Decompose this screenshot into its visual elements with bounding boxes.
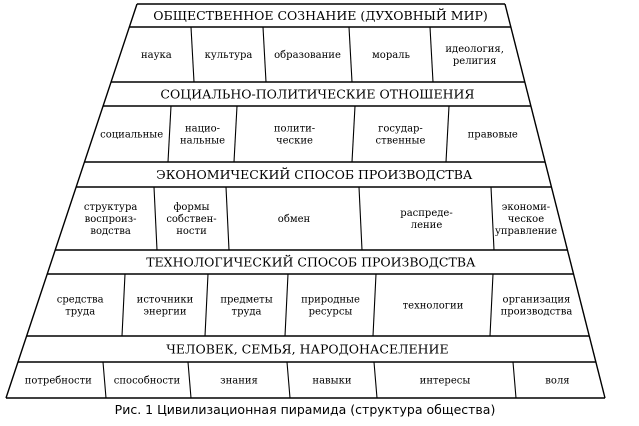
cell-label-line: правовые — [467, 129, 518, 141]
cell-divider-line — [285, 274, 288, 336]
cell-label — [166, 202, 216, 237]
cell-label-line: природные — [301, 294, 360, 306]
cell-label — [301, 295, 360, 318]
level-title: СОЦИАЛЬНО-ПОЛИТИЧЕСКИЕ ОТНОШЕНИЯ — [160, 86, 475, 102]
cell-label — [400, 208, 452, 231]
cell-label-line: ческие — [276, 135, 313, 147]
cell-label-line: водства — [90, 226, 131, 237]
cell-label — [274, 124, 315, 147]
cell-divider-line — [430, 27, 433, 82]
cell-label — [57, 295, 104, 318]
cell-label — [100, 130, 163, 141]
cell-divider-line — [349, 27, 352, 82]
cell-label-line: предметы — [220, 294, 273, 306]
cell-label — [376, 124, 426, 147]
cell-label — [278, 214, 311, 225]
cell-divider-line — [191, 27, 194, 82]
cell-label — [445, 44, 504, 67]
cell-label-line: государ- — [378, 123, 423, 135]
pyramid-level-3 — [76, 166, 557, 250]
cell-label — [501, 295, 573, 318]
cell-label — [220, 295, 272, 318]
pyramid-level-1 — [129, 7, 510, 82]
cell-label-line: нальные — [180, 135, 225, 147]
cell-divider-line — [234, 106, 237, 162]
cell-label — [274, 50, 341, 61]
cell-label-line: собствен- — [166, 214, 217, 225]
cell-label-line: социальные — [100, 129, 164, 141]
cell-label — [372, 50, 411, 61]
cell-label-line: образование — [274, 50, 341, 61]
cell-label-line: ности — [176, 226, 207, 237]
pyramid-level-2 — [100, 87, 531, 163]
cell-label-line: ресурсы — [308, 306, 353, 318]
cell-label-line: потребности — [24, 375, 92, 387]
cell-divider-line — [491, 187, 494, 250]
cell-divider-line — [287, 362, 290, 398]
cell-divider-line — [122, 274, 125, 336]
cell-label-line: нацио- — [184, 123, 221, 135]
pyramid-level-5 — [18, 342, 596, 399]
cell-label-line: формы — [173, 202, 210, 213]
cell-label-line: средства — [56, 294, 104, 306]
cell-label-line: способности — [113, 375, 181, 387]
cell-divider-line — [446, 106, 449, 162]
cell-label — [137, 295, 194, 318]
cell-divider-line — [188, 362, 191, 398]
cell-label — [180, 124, 225, 147]
cell-divider-line — [513, 362, 516, 398]
cell-label-line: труда — [231, 306, 262, 318]
cell-divider-line — [373, 274, 376, 336]
cell-label-line: распреде- — [400, 208, 453, 219]
cell-label — [220, 376, 258, 387]
cell-label-line: экономи- — [501, 202, 551, 213]
cell-label-line: полити- — [273, 123, 316, 135]
cell-label-line: знания — [220, 375, 258, 387]
pyramid-right-edge — [502, 4, 605, 398]
pyramid-level-4 — [47, 254, 573, 337]
cell-label — [468, 130, 518, 141]
cell-label-line: воля — [545, 375, 570, 387]
cell-label-line: энергии — [143, 306, 187, 318]
cell-label-line: культура — [204, 50, 253, 61]
cell-label-line: управление — [494, 226, 558, 237]
cell-label-line: религия — [452, 56, 497, 67]
cell-divider-line — [154, 187, 157, 250]
level-title: ЭКОНОМИЧЕСКИЙ СПОСОБ ПРОИЗВОДСТВА — [156, 167, 473, 182]
cell-label — [114, 376, 181, 387]
pyramid-levels — [18, 7, 596, 398]
cell-label-line: интересы — [419, 375, 471, 387]
level-title: ОБЩЕСТВЕННОЕ СОЗНАНИЕ (ДУХОВНЫЙ МИР) — [153, 8, 488, 23]
cell-label-line: ческое — [507, 214, 545, 225]
cell-label — [420, 376, 471, 387]
cell-label-line: ственные — [375, 135, 426, 147]
level-title: ТЕХНОЛОГИЧЕСКИЙ СПОСОБ ПРОИЗВОДСТВА — [146, 254, 476, 270]
cell-label-line: наука — [140, 50, 172, 61]
cell-label-line: технологии — [402, 300, 464, 312]
cell-label-line: ление — [410, 220, 443, 231]
cell-divider-line — [352, 106, 355, 162]
cell-label-line: производства — [500, 306, 573, 318]
cell-label — [141, 50, 172, 61]
cell-label — [403, 301, 464, 312]
cell-label — [545, 376, 569, 387]
figure-caption: Рис. 1 Цивилизационная пирамида (структура общества) — [114, 402, 496, 417]
cell-divider-line — [490, 274, 493, 336]
cell-label-line: навыки — [312, 375, 352, 387]
cell-label — [495, 202, 557, 237]
cell-label — [205, 50, 253, 61]
level-title: ЧЕЛОВЕК, СЕМЬЯ, НАРОДОНАСЕЛЕНИЕ — [166, 341, 449, 357]
cell-label-line: организация — [502, 294, 571, 306]
cell-label-line: структура — [83, 202, 138, 213]
cell-divider-line — [168, 106, 171, 162]
cell-label — [25, 376, 92, 387]
cell-divider-line — [103, 362, 106, 398]
cell-label-line: мораль — [372, 50, 410, 61]
cell-divider-line — [205, 274, 208, 336]
cell-divider-line — [359, 187, 362, 250]
cell-label-line: труда — [65, 306, 96, 318]
pyramid-left-edge — [6, 4, 137, 398]
cell-label — [84, 202, 137, 237]
cell-label-line: идеология, — [445, 44, 504, 55]
cell-divider-line — [263, 27, 266, 82]
cell-label-line: воспроиз- — [84, 214, 137, 225]
pyramid-outline — [6, 4, 605, 398]
cell-label-line: источники — [136, 294, 194, 306]
cell-label-line: обмен — [277, 214, 311, 225]
cell-divider-line — [374, 362, 377, 398]
cell-label — [312, 376, 351, 387]
cell-divider-line — [226, 187, 229, 250]
